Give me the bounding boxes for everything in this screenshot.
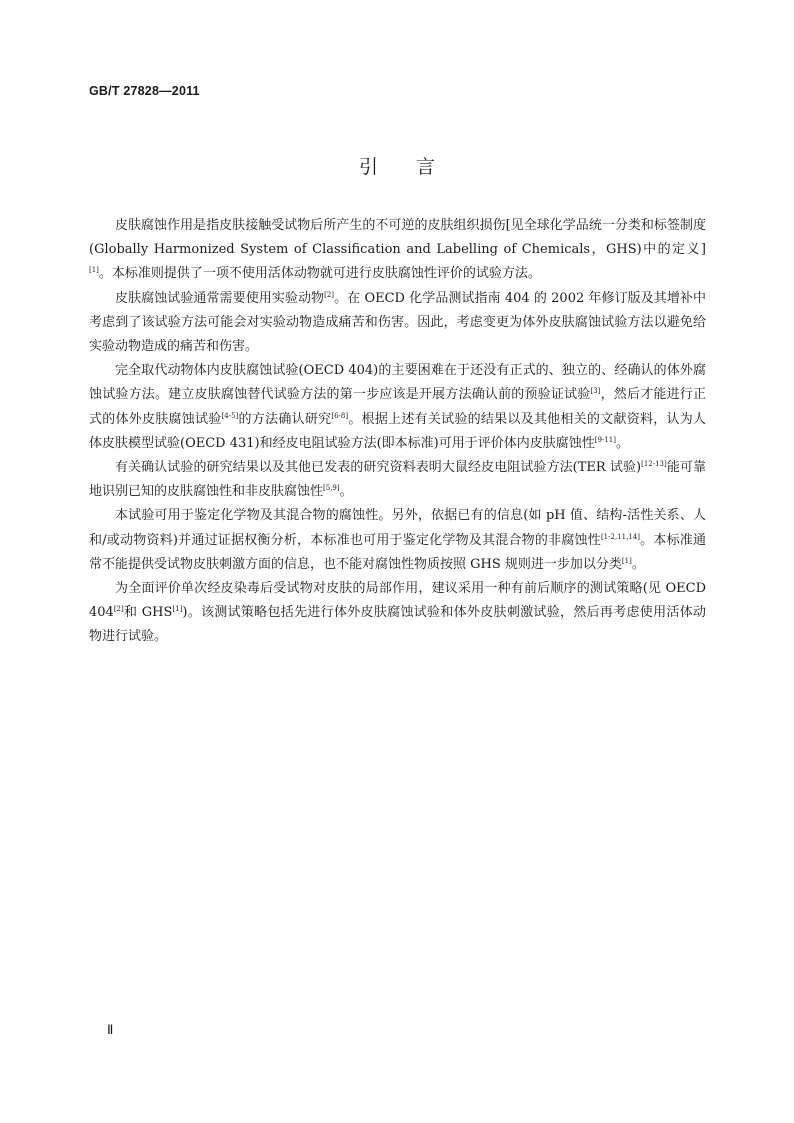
paragraph [89,214,706,287]
citation-ref: [3] [590,387,601,396]
paragraph-text: 和 GHS [123,605,173,621]
citation-ref: [2] [324,290,335,299]
citation-ref: [4-5] [221,411,239,420]
paragraph [89,287,706,360]
paragraph-text: 有关确认试验的研究结果以及其他已发表的研究资料表明大鼠经皮电阻试验方法(TER 试验) [115,460,642,476]
paragraph-text: 。根据上述有关试验的结果以及其他相关的文献资料，认为人体皮肤模型试验(OECD 431)和经皮电阻试验方法(即本标准)可用于评价体内皮肤腐蚀性 [89,411,706,451]
paragraph-text: 皮肤腐蚀试验通常需要使用实验动物 [115,290,325,306]
paragraph-text: 。 [339,484,353,500]
paragraph [89,577,706,650]
paragraph [89,456,706,504]
paragraph-text: 。本标准通常不能提供受试物皮肤刺激方面的信息，也不能对腐蚀性物质按照 GHS 规则进一步加以分类 [89,532,706,572]
paragraph-text: 为全面评价单次经皮染毒后受试物对皮肤的局部作用，建议采用一种有前后顺序的测试策略(见 OECD 404 [89,581,706,621]
paragraph-text: 皮肤腐蚀作用是指皮肤接触受试物后所产生的不可逆的皮肤组织损伤[见全球化学品统一分类和标签制度(Globally Harmonized System of Classification and Labelling of Chemicals，GHS)中的定义] [89,218,706,258]
standard-id: GB/T 27828—2011 [89,84,200,98]
citation-ref: [1] [89,266,99,275]
paragraph-text: 完全取代动物体内皮肤腐蚀试验(OECD 404)的主要困难在于还没有正式的、独立的、经确认的体外腐蚀试验方法。建立皮肤腐蚀替代试验方法的第一步应该是开展方法确认前的预验证试验 [89,363,706,403]
paragraph-text: )。该测试策略包括先进行体外皮肤腐蚀试验和体外皮肤刺激试验，然后再考虑使用活体动物进行试验。 [89,605,706,645]
citation-ref: [12-13] [641,460,667,469]
citation-ref: [1-2,11,14] [600,532,640,541]
page-title: 引言 [358,156,473,178]
paragraph-text: 。 [631,556,645,572]
page-number: Ⅱ [107,1022,114,1037]
paragraph-text: 。在 OECD 化学品测试指南 404 的 2002 年修订版及其增补中考虑到了该试验方法可能会对实验动物造成痛苦和伤害。因此，考虑变更为体外皮肤腐蚀试验方法以避免给实验动物造成的痛苦和伤害。 [89,290,706,355]
paragraph-text: 。 [615,435,629,451]
body-text [89,214,706,650]
citation-ref: [1] [621,556,632,565]
paragraph [89,504,706,577]
citation-ref: [9-11] [594,435,616,444]
citation-ref: [1] [172,605,183,614]
paragraph [89,359,706,456]
paragraph-text: ，然后才能进行正式的体外皮肤腐蚀试验 [89,387,706,427]
paragraph-text: 。本标准则提供了一项不使用活体动物就可进行皮肤腐蚀性评价的试验方法。 [98,266,541,282]
paragraph-text: 本试验可用于鉴定化学物及其混合物的腐蚀性。另外，依据已有的信息(如 pH 值、结构-活性关系、人和/或动物资料)并通过证据权衡分析，本标准也可用于鉴定化学物及其混合物的非腐蚀性 [89,508,706,548]
citation-ref: [5,9] [323,484,340,493]
citation-ref: [6-8] [331,411,349,420]
paragraph-text: 的方法确认研究 [238,411,332,427]
citation-ref: [2] [113,605,124,614]
paragraph-text: 能可靠地识别已知的皮肤腐蚀性和非皮肤腐蚀性 [89,460,706,500]
